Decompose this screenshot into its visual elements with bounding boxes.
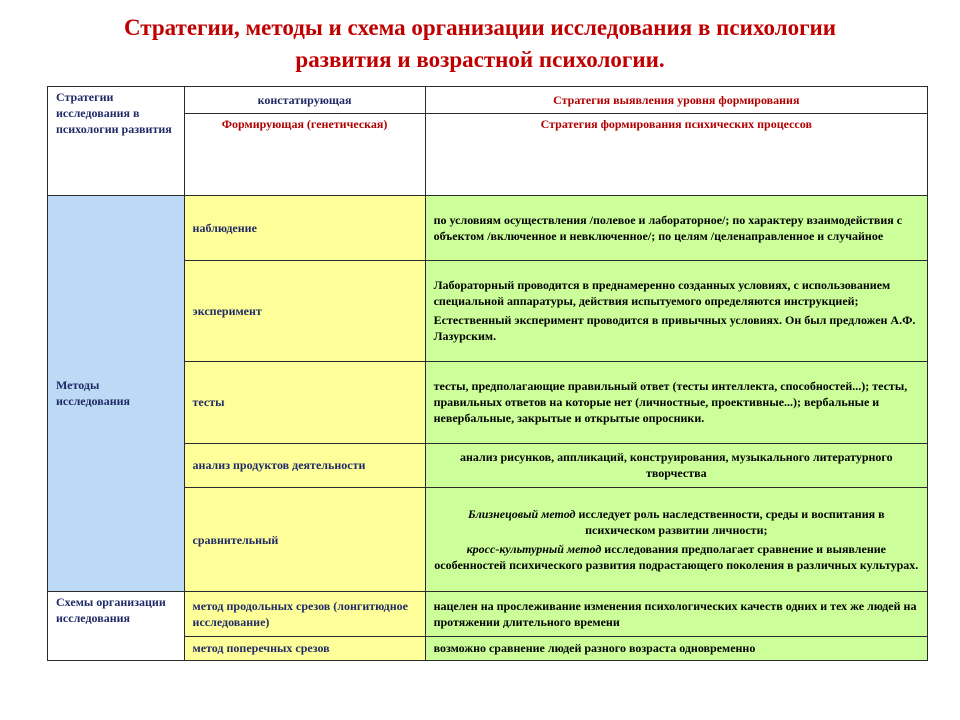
method-desc-part	[434, 541, 919, 573]
strategies-header: Стратегии исследования в психологии развития	[48, 87, 185, 196]
method-desc-part: Лабораторный проводится в преднамеренно созданных условиях, с использованием специальной аппаратуры, действия испытуемого определяются инструкцией;	[433, 278, 891, 309]
method-desc-text: исследования предполагает сравнение и выявление особенностей психического развития подрастающего поколения в различных культурах.	[434, 542, 919, 573]
page-title	[40, 12, 920, 76]
table-row	[48, 591, 928, 636]
method-name: эксперимент	[184, 260, 425, 362]
research-table	[47, 86, 928, 661]
scheme-desc: нацелен на прослеживание изменения психологических качеств одних и тех же людей на протяжении длительного времени	[425, 591, 927, 636]
method-desc	[425, 488, 927, 592]
method-desc: тесты, предполагающие правильный ответ (тесты интеллекта, способностей...); тесты, правильных ответов на которые нет (личностные, проективные...); вербальные и невербальные, закрытые и открытые опросники.	[425, 362, 927, 443]
method-name: тесты	[184, 362, 425, 443]
method-name: сравнительный	[184, 488, 425, 592]
strategy-desc: Стратегия выявления уровня формирования	[425, 87, 927, 114]
method-desc-emphasis: кросс-культурный метод	[466, 542, 602, 557]
method-desc-part	[434, 506, 919, 538]
scheme-name: метод поперечных срезов	[184, 636, 425, 660]
method-desc-emphasis: Близнецовый метод	[467, 507, 576, 522]
strategy-name: констатирующая	[184, 87, 425, 114]
schemes-header: Схемы организации исследования	[48, 591, 185, 660]
scheme-desc: возможно сравнение людей разного возраста одновременно	[425, 636, 927, 660]
method-desc: по условиям осуществления /полевое и лабораторное/; по характеру взаимодействия с объектом /включенное и невключенное/; по целям /целенаправленное и случайное	[425, 195, 927, 260]
method-desc-text: исследует роль наследственности, среды и воспитания в психическом развитии личности;	[575, 507, 885, 538]
title-line-2: развития и возрастной психологии.	[295, 47, 665, 72]
table-row	[48, 195, 928, 260]
method-desc	[425, 260, 927, 362]
title-line-1: Стратегии, методы и схема организации исследования в психологии	[123, 15, 837, 40]
method-desc: анализ рисунков, аппликаций, конструирования, музыкального литературного творчества	[425, 443, 927, 488]
method-name: наблюдение	[184, 195, 425, 260]
table-row	[48, 87, 928, 114]
method-desc-part: Естественный эксперимент проводится в привычных условиях. Он был предложен А.Ф. Лазурским.	[433, 313, 916, 344]
methods-header: Методы исследования	[48, 195, 185, 591]
method-name: анализ продуктов деятельности	[184, 443, 425, 488]
scheme-name: метод продольных срезов (лонгитюдное исследование)	[184, 591, 425, 636]
strategy-name: Формирующая (генетическая)	[184, 114, 425, 195]
strategy-desc: Стратегия формирования психических процессов	[425, 114, 927, 195]
